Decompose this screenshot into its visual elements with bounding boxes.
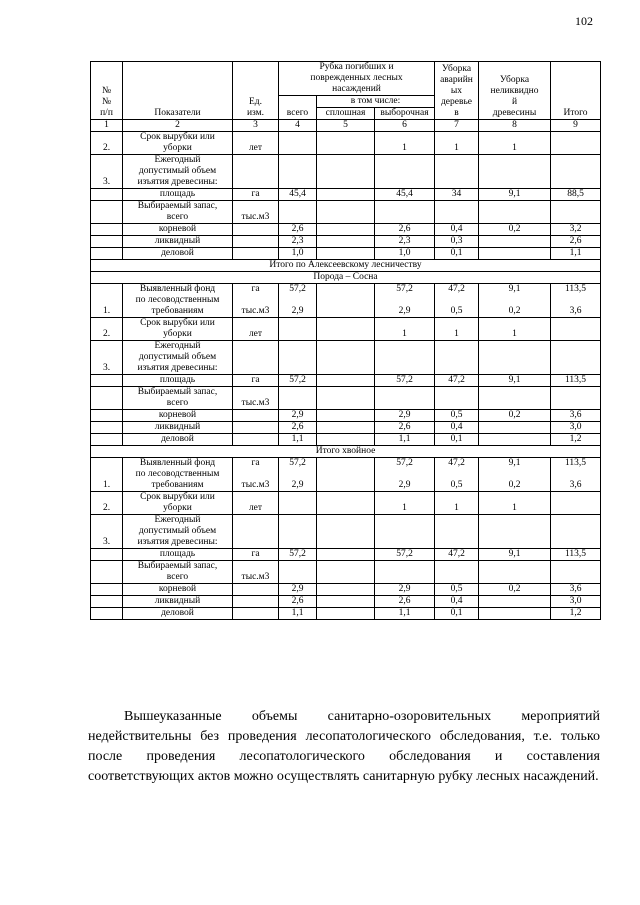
header-unit: Ед. изм.: [233, 62, 279, 120]
cell-illiquid: [479, 341, 551, 375]
cell-illiquid: [479, 248, 551, 260]
note-text: Вышеуказанные объемы санитарно-озоровительных мероприятий недействительны без проведения лесопатологического обследования, т.е. только после проведения лесопатологического обследования и составления соответствующих актов можно осуществлять санитарную рубку лесных насаждений.: [88, 709, 600, 784]
cell-total: [551, 318, 601, 341]
cell-clear: [317, 608, 375, 620]
cell-emergency: 0,1: [435, 434, 479, 446]
row-number: [91, 387, 123, 410]
cell-total-all: 57,2 2,9: [279, 284, 317, 318]
cell-emergency: 47,2: [435, 549, 479, 561]
cell-illiquid: [479, 515, 551, 549]
table-row: [91, 248, 601, 260]
table-row: [91, 458, 601, 492]
header-selective: выборочная: [375, 108, 435, 120]
cell-selective: 1: [375, 132, 435, 155]
cell-total-all: 1,1: [279, 608, 317, 620]
column-index-cell: 7: [435, 120, 479, 132]
cell-total: [551, 561, 601, 584]
cell-emergency: [435, 387, 479, 410]
table-row: [91, 561, 601, 584]
row-indicator: Ежегодный допустимый объем изъятия древесины:: [123, 341, 233, 375]
row-number: 2.: [91, 132, 123, 155]
cell-emergency: [435, 561, 479, 584]
cell-total-all: 57,2 2,9: [279, 458, 317, 492]
table-row: [91, 375, 601, 387]
row-number: [91, 189, 123, 201]
row-indicator: Ежегодный допустимый объем изъятия древесины:: [123, 515, 233, 549]
table-row: [91, 422, 601, 434]
cell-total-all: 2,9: [279, 410, 317, 422]
cell-clear: [317, 584, 375, 596]
cell-selective: [375, 341, 435, 375]
row-number: [91, 549, 123, 561]
cell-total-all: [279, 387, 317, 410]
section-row: [91, 446, 601, 458]
section-row: [91, 260, 601, 272]
cell-total: 1,2: [551, 434, 601, 446]
cell-emergency: 0,4: [435, 596, 479, 608]
cell-illiquid: 9,1 0,2: [479, 284, 551, 318]
cell-selective: 2,6: [375, 422, 435, 434]
cell-selective: [375, 561, 435, 584]
cell-clear: [317, 434, 375, 446]
column-index-cell: 4: [279, 120, 317, 132]
row-unit: [233, 515, 279, 549]
cell-clear: [317, 596, 375, 608]
section-title: Итого хвойное: [91, 446, 601, 458]
section-row: [91, 272, 601, 284]
table-row: [91, 515, 601, 549]
cell-selective: 2,3: [375, 236, 435, 248]
row-unit: [233, 236, 279, 248]
cell-illiquid: [479, 387, 551, 410]
cell-total-all: 1,0: [279, 248, 317, 260]
cell-total-all: 45,4: [279, 189, 317, 201]
header-felling: Рубка погибших и поврежденных лесных насаждений: [279, 62, 435, 96]
row-indicator: Срок вырубки или уборки: [123, 318, 233, 341]
row-number: [91, 434, 123, 446]
cell-emergency: 1: [435, 318, 479, 341]
cell-total-all: 57,2: [279, 549, 317, 561]
cell-total: 3,6: [551, 584, 601, 596]
row-number: 2.: [91, 318, 123, 341]
cell-clear: [317, 201, 375, 224]
cell-emergency: 34: [435, 189, 479, 201]
table-row: [91, 410, 601, 422]
row-unit: тыс.м3: [233, 201, 279, 224]
cell-total-all: [279, 341, 317, 375]
table-row: [91, 189, 601, 201]
cell-total: [551, 515, 601, 549]
cell-illiquid: 1: [479, 318, 551, 341]
row-indicator: Выбираемый запас, всего: [123, 561, 233, 584]
table-row: [91, 224, 601, 236]
cell-total: 113,5: [551, 549, 601, 561]
data-table: [90, 61, 601, 620]
row-indicator: Срок вырубки или уборки: [123, 132, 233, 155]
cell-illiquid: 0,2: [479, 410, 551, 422]
cell-total-all: [279, 201, 317, 224]
cell-total-all: 2,6: [279, 224, 317, 236]
cell-selective: 1,0: [375, 248, 435, 260]
row-number: [91, 201, 123, 224]
row-unit: тыс.м3: [233, 387, 279, 410]
row-unit: лет: [233, 132, 279, 155]
row-number: [91, 410, 123, 422]
cell-clear: [317, 284, 375, 318]
cell-emergency: [435, 155, 479, 189]
cell-illiquid: [479, 422, 551, 434]
table-row: [91, 584, 601, 596]
header-indicator: Показатели: [123, 62, 233, 120]
cell-emergency: 0,3: [435, 236, 479, 248]
cell-clear: [317, 318, 375, 341]
cell-clear: [317, 492, 375, 515]
cell-selective: 1: [375, 492, 435, 515]
row-indicator: площадь: [123, 549, 233, 561]
row-indicator: деловой: [123, 434, 233, 446]
row-number: 3.: [91, 341, 123, 375]
cell-clear: [317, 561, 375, 584]
row-indicator: деловой: [123, 608, 233, 620]
cell-total: [551, 155, 601, 189]
row-indicator: корневой: [123, 584, 233, 596]
row-unit: [233, 410, 279, 422]
header-emergency: Уборка аварийн ых деревье в: [435, 62, 479, 120]
row-unit: [233, 224, 279, 236]
row-unit: [233, 155, 279, 189]
cell-illiquid: [479, 155, 551, 189]
row-number: [91, 561, 123, 584]
cell-total-all: 57,2: [279, 375, 317, 387]
cell-emergency: 0,1: [435, 248, 479, 260]
row-indicator: деловой: [123, 248, 233, 260]
row-unit: [233, 596, 279, 608]
cell-total-all: 2,6: [279, 422, 317, 434]
column-index-row: [91, 120, 601, 132]
cell-total: [551, 201, 601, 224]
cell-illiquid: 9,1: [479, 189, 551, 201]
cell-clear: [317, 410, 375, 422]
cell-selective: 57,2 2,9: [375, 458, 435, 492]
cell-selective: 1: [375, 318, 435, 341]
cell-emergency: 0,4: [435, 422, 479, 434]
header-including: в том числе:: [317, 96, 435, 108]
row-indicator: ликвидный: [123, 596, 233, 608]
cell-selective: 2,9: [375, 410, 435, 422]
row-unit: га: [233, 375, 279, 387]
cell-emergency: [435, 515, 479, 549]
table-row: [91, 549, 601, 561]
cell-total-all: [279, 492, 317, 515]
table-row: [91, 236, 601, 248]
cell-selective: 57,2: [375, 549, 435, 561]
cell-total: 113,5: [551, 375, 601, 387]
cell-illiquid: [479, 201, 551, 224]
row-number: [91, 224, 123, 236]
header-illiquid: Уборка неликвидно й древесины: [479, 62, 551, 120]
cell-total-all: 2,6: [279, 596, 317, 608]
cell-selective: [375, 201, 435, 224]
cell-selective: 2,6: [375, 224, 435, 236]
row-number: [91, 422, 123, 434]
row-number: [91, 248, 123, 260]
cell-total-all: [279, 561, 317, 584]
table-row: [91, 132, 601, 155]
column-index-cell: 5: [317, 120, 375, 132]
row-number: 1.: [91, 458, 123, 492]
cell-total-all: 1,1: [279, 434, 317, 446]
column-index-cell: 9: [551, 120, 601, 132]
table-row: [91, 387, 601, 410]
table-row: [91, 284, 601, 318]
cell-selective: 1,1: [375, 434, 435, 446]
row-number: [91, 375, 123, 387]
cell-selective: 57,2 2,9: [375, 284, 435, 318]
cell-illiquid: 0,2: [479, 584, 551, 596]
cell-emergency: 0,5: [435, 584, 479, 596]
cell-illiquid: [479, 608, 551, 620]
cell-selective: [375, 387, 435, 410]
row-number: [91, 608, 123, 620]
cell-total: 113,5 3,6: [551, 284, 601, 318]
cell-selective: 1,1: [375, 608, 435, 620]
cell-emergency: 0,1: [435, 608, 479, 620]
cell-emergency: 0,4: [435, 224, 479, 236]
cell-total: 113,5 3,6: [551, 458, 601, 492]
cell-total: [551, 387, 601, 410]
cell-total: 88,5: [551, 189, 601, 201]
header-num: № № п/п: [91, 62, 123, 120]
row-number: 3.: [91, 515, 123, 549]
cell-emergency: 0,5: [435, 410, 479, 422]
cell-emergency: [435, 201, 479, 224]
column-index-cell: 1: [91, 120, 123, 132]
cell-clear: [317, 375, 375, 387]
row-indicator: Срок вырубки или уборки: [123, 492, 233, 515]
cell-clear: [317, 422, 375, 434]
cell-total: 3,0: [551, 422, 601, 434]
cell-total: 3,6: [551, 410, 601, 422]
table-row: [91, 492, 601, 515]
table-row: [91, 341, 601, 375]
cell-selective: 57,2: [375, 375, 435, 387]
column-index-cell: 6: [375, 120, 435, 132]
cell-clear: [317, 549, 375, 561]
row-unit: га тыс.м3: [233, 458, 279, 492]
section-title: Итого по Алексеевскому лесничеству: [91, 260, 601, 272]
row-indicator: корневой: [123, 410, 233, 422]
cell-emergency: 1: [435, 492, 479, 515]
note-paragraph: [88, 707, 600, 787]
cell-emergency: 47,2: [435, 375, 479, 387]
row-unit: га тыс.м3: [233, 284, 279, 318]
table-row: [91, 201, 601, 224]
cell-illiquid: 1: [479, 132, 551, 155]
cell-emergency: 1: [435, 132, 479, 155]
table-row: [91, 596, 601, 608]
cell-total: 1,2: [551, 608, 601, 620]
row-unit: [233, 248, 279, 260]
header-clear: сплошная: [317, 108, 375, 120]
cell-illiquid: [479, 561, 551, 584]
cell-illiquid: 1: [479, 492, 551, 515]
cell-total: 3,0: [551, 596, 601, 608]
cell-selective: 2,9: [375, 584, 435, 596]
cell-selective: 2,6: [375, 596, 435, 608]
row-indicator: ликвидный: [123, 422, 233, 434]
row-indicator: площадь: [123, 375, 233, 387]
cell-selective: [375, 515, 435, 549]
table-header: [91, 62, 601, 132]
row-number: 1.: [91, 284, 123, 318]
cell-clear: [317, 189, 375, 201]
cell-selective: [375, 155, 435, 189]
column-index-cell: 3: [233, 120, 279, 132]
cell-total-all: [279, 155, 317, 189]
cell-clear: [317, 132, 375, 155]
row-indicator: Выявленный фонд по лесоводственным требованиям: [123, 458, 233, 492]
row-unit: [233, 608, 279, 620]
column-index-cell: 2: [123, 120, 233, 132]
table-row: [91, 318, 601, 341]
row-number: 3.: [91, 155, 123, 189]
row-indicator: корневой: [123, 224, 233, 236]
cell-illiquid: 9,1: [479, 549, 551, 561]
table-body: [91, 132, 601, 620]
cell-total-all: 2,3: [279, 236, 317, 248]
row-number: [91, 596, 123, 608]
cell-total: 3,2: [551, 224, 601, 236]
row-number: [91, 236, 123, 248]
cell-clear: [317, 458, 375, 492]
row-indicator: Выявленный фонд по лесоводственным требованиям: [123, 284, 233, 318]
row-indicator: Ежегодный допустимый объем изъятия древесины:: [123, 155, 233, 189]
section-title: Порода – Сосна: [91, 272, 601, 284]
cell-illiquid: [479, 596, 551, 608]
row-unit: тыс.м3: [233, 561, 279, 584]
row-indicator: Выбираемый запас, всего: [123, 201, 233, 224]
cell-illiquid: 0,2: [479, 224, 551, 236]
table-row: [91, 608, 601, 620]
table-row: [91, 155, 601, 189]
cell-illiquid: 9,1 0,2: [479, 458, 551, 492]
cell-clear: [317, 248, 375, 260]
row-unit: га: [233, 189, 279, 201]
cell-clear: [317, 515, 375, 549]
cell-selective: 45,4: [375, 189, 435, 201]
cell-total: 1,1: [551, 248, 601, 260]
row-unit: [233, 584, 279, 596]
cell-clear: [317, 387, 375, 410]
row-indicator: площадь: [123, 189, 233, 201]
row-unit: [233, 422, 279, 434]
cell-illiquid: [479, 434, 551, 446]
row-indicator: ликвидный: [123, 236, 233, 248]
row-unit: лет: [233, 492, 279, 515]
row-unit: [233, 434, 279, 446]
cell-clear: [317, 224, 375, 236]
cell-total-all: 2,9: [279, 584, 317, 596]
cell-total: [551, 492, 601, 515]
row-unit: лет: [233, 318, 279, 341]
cell-total: [551, 341, 601, 375]
header-total: Итого: [551, 62, 601, 120]
cell-illiquid: [479, 236, 551, 248]
cell-emergency: 47,2 0,5: [435, 458, 479, 492]
table-row: [91, 434, 601, 446]
cell-total-all: [279, 132, 317, 155]
cell-total-all: [279, 515, 317, 549]
header-total-all: всего: [279, 96, 317, 120]
row-number: [91, 584, 123, 596]
column-index-cell: 8: [479, 120, 551, 132]
row-number: 2.: [91, 492, 123, 515]
cell-total-all: [279, 318, 317, 341]
cell-clear: [317, 155, 375, 189]
cell-emergency: 47,2 0,5: [435, 284, 479, 318]
page-number: 102: [575, 14, 593, 28]
cell-clear: [317, 341, 375, 375]
cell-emergency: [435, 341, 479, 375]
cell-clear: [317, 236, 375, 248]
row-unit: [233, 341, 279, 375]
row-indicator: Выбираемый запас, всего: [123, 387, 233, 410]
cell-total: 2,6: [551, 236, 601, 248]
cell-illiquid: 9,1: [479, 375, 551, 387]
row-unit: га: [233, 549, 279, 561]
cell-total: [551, 132, 601, 155]
